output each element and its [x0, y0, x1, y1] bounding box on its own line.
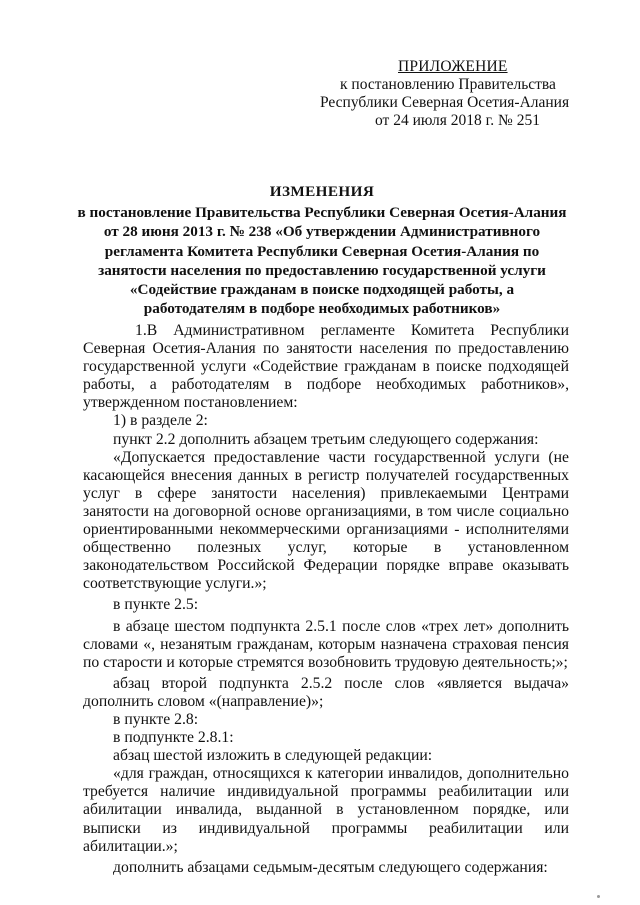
- paragraph-11: «для граждан, относящихся к категории инвалидов, дополнительно требуется наличие индивидуальной программы реабилитации или абилитации инвалида, выданной в установленном порядке, или выписки из индивидуальной программы реабилитации или абилитации.»;: [83, 765, 569, 855]
- heading-line-3: регламента Комитета Республики Северная Осетия-Алания по: [104, 242, 540, 260]
- paragraph-10: абзац шестой изложить в следующей редакции:: [113, 747, 433, 765]
- heading-line-1: в постановление Правительства Республики Северная Осетия-Алания: [77, 204, 567, 222]
- heading-line-4: занятости населения по предоставлению государственной услуги: [98, 261, 546, 279]
- appendix-line-2: Республики Северная Осетия-Алания: [320, 94, 570, 111]
- paragraph-8: в пункте 2.8:: [113, 710, 199, 728]
- paragraph-12: дополнить абзацами седьмым-десятым следующего содержания:: [113, 858, 548, 876]
- scan-speck: [597, 895, 600, 898]
- heading-line-6: работодателям в подборе необходимых работников»: [143, 300, 501, 318]
- document-body: [83, 322, 569, 877]
- heading-line-2: от 28 июня 2013 г. № 238 «Об утверждении Административного: [103, 223, 541, 241]
- heading-line-5: «Содействие гражданам в поиске подходящей работы, а: [129, 281, 515, 299]
- paragraph-3: пункт 2.2 дополнить абзацем третьим следующего содержания:: [113, 430, 539, 448]
- appendix-line-1: к постановлению Правительства: [340, 76, 556, 93]
- paragraph-1: 1.В Административном регламенте Комитета Республики Северная Осетия-Алания по занятости населения по предоставлению государственной услуги «Содействие гражданам в поиске подходящей работы, а работодателям в подборе необходимых работников», утвержденном постановлением:: [83, 322, 569, 412]
- heading-title: ИЗМЕНЕНИЯ: [269, 183, 375, 200]
- appendix-line-3: от 24 июля 2018 г. № 251: [375, 112, 540, 129]
- paragraph-5: в пункте 2.5:: [113, 596, 199, 614]
- paragraph-4: «Допускается предоставление части государственной услуги (не касающейся внесения данных в регистр получателей государственных услуг в сфере занятости населения) привлекаемыми Центрами занятости на договорной основе организациями, в том числе социально ориентированными некоммерческими организациями - исполнителями общественно полезных услуг, которые в установленном законодательством Российской Федерации порядке вправе оказывать соответствующие услуги.»;: [83, 448, 569, 593]
- paragraph-9: в подпункте 2.8.1:: [113, 729, 234, 747]
- paragraph-2: 1) в разделе 2:: [113, 412, 208, 430]
- document-heading: [62, 182, 582, 318]
- paragraph-7: абзац второй подпункта 2.5.2 после слов «является выдача» дополнить словом «(направление)»;: [83, 674, 569, 710]
- appendix-block: [318, 58, 618, 130]
- paragraph-6: в абзаце шестом подпункта 2.5.1 после слов «трех лет» дополнить словами «, незанятым гражданам, которым назначена страховая пенсия по старости и которые стремятся возобновить трудовую деятельность;»;: [83, 617, 569, 671]
- appendix-title: ПРИЛОЖЕНИЕ: [398, 58, 508, 75]
